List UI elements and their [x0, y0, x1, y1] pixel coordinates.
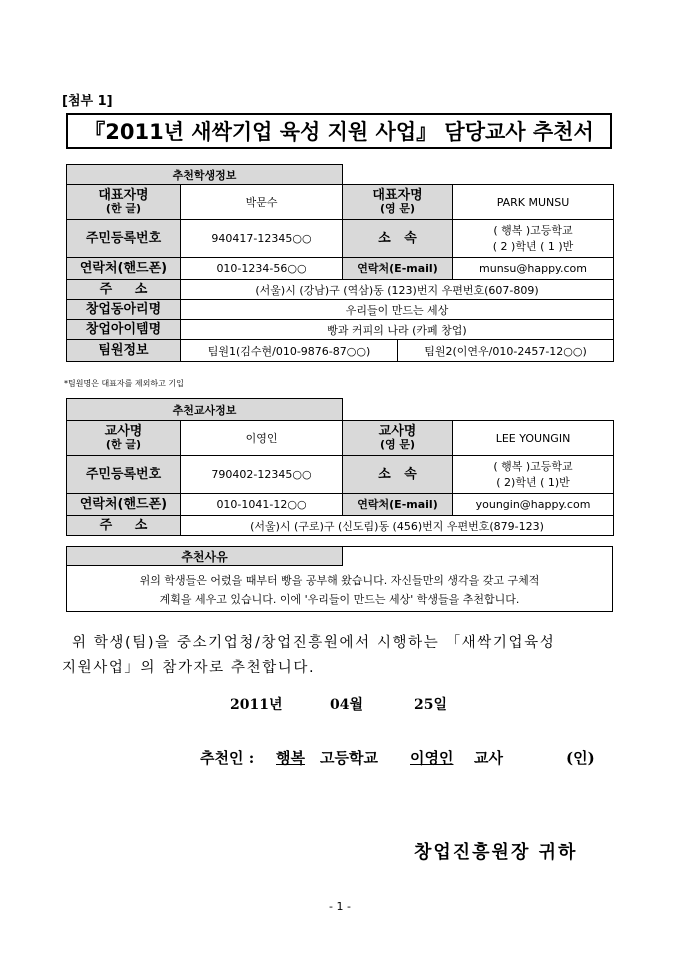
teacher-name-en-value: LEE YOUNGIN [453, 421, 614, 456]
date-month: 04월 [330, 697, 364, 713]
student-phone-label: 연락처(핸드폰) [67, 258, 181, 280]
recommender-prefix: 추천인 : [200, 749, 255, 767]
student-info-table [66, 164, 614, 362]
student-affiliation-label: 소 속 [343, 220, 453, 258]
teacher-id-value: 790402-12345○○ [181, 456, 343, 494]
student-email-value: munsu@happy.com [453, 258, 614, 280]
teacher-id-label: 주민등록번호 [67, 456, 181, 494]
student-affiliation-value: ( 행복 )고등학교 ( 2 )학년 ( 1 )반 [453, 220, 614, 258]
statement-line-1: 위 학생(팀)을 중소기업청/창업진흥원에서 시행하는 「새싹기업육성 [72, 635, 556, 651]
student-phone-value: 010-1234-56○○ [181, 258, 343, 280]
reason-line-2: 계획을 세우고 있습니다. 이에 '우리들이 만드는 세상' 학생들을 추천합니다. [159, 593, 520, 606]
recommendation-statement [62, 631, 618, 681]
recommender-seal: (인) [566, 749, 595, 767]
date-year: 2011년 [230, 697, 283, 713]
teacher-name-kr-value: 이영인 [181, 421, 343, 456]
date-day: 25일 [414, 697, 448, 713]
recommender-teacher-suffix: 교사 [474, 749, 503, 767]
teacher-affiliation-value: ( 행복 )고등학교 ( 2)학년 ( 1)반 [453, 456, 614, 494]
club-name-label: 창업동아리명 [67, 300, 181, 320]
team-info-value [181, 340, 614, 362]
recommender-teacher-name: 이영인 [410, 749, 454, 767]
reason-line-1: 위의 학생들은 어렸을 때부터 빵을 공부해 왔습니다. 자신들만의 생각을 갖고 구체적 [139, 574, 540, 587]
student-id-value: 940417-12345○○ [181, 220, 343, 258]
teacher-email-label: 연락처(E-mail) [343, 494, 453, 516]
business-item-label: 창업아이템명 [67, 320, 181, 340]
student-email-label: 연락처(E-mail) [343, 258, 453, 280]
teacher-phone-value: 010-1041-12○○ [181, 494, 343, 516]
recipient: 창업진흥원장 귀하 [414, 842, 578, 863]
teacher-info-table [66, 398, 614, 536]
teacher-address-label: 주 소 [67, 516, 181, 536]
teacher-name-kr-label: 교사명 (한 글) [67, 421, 181, 456]
reason-box [66, 546, 613, 612]
statement-line-2: 지원사업」의 참가자로 추천합니다. [62, 660, 316, 676]
teacher-email-value: youngin@happy.com [453, 494, 614, 516]
page-number: - 1 - [329, 900, 351, 913]
student-id-label: 주민등록번호 [67, 220, 181, 258]
teacher-affiliation-label: 소 속 [343, 456, 453, 494]
attachment-label: [첨부 1] [62, 94, 113, 109]
teacher-section-title: 추천교사정보 [67, 399, 343, 421]
rep-name-en-label: 대표자명 (영 문) [343, 185, 453, 220]
team-info-label: 팀원정보 [67, 340, 181, 362]
recommender-school-name: 행복 [276, 749, 305, 767]
teacher-phone-label: 연락처(핸드폰) [67, 494, 181, 516]
teacher-name-en-label: 교사명 (영 문) [343, 421, 453, 456]
teacher-address-value: (서울)시 (구로)구 (신도림)동 (456)번지 우편번호(879-123) [181, 516, 614, 536]
student-address-value: (서울)시 (강남)구 (역삼)동 (123)번지 우편번호(607-809) [181, 280, 614, 300]
document-title: 『2011년 새싹기업 육성 지원 사업』 담당교사 추천서 [66, 113, 612, 149]
business-item-value: 빵과 커피의 나라 (카페 창업) [181, 320, 614, 340]
rep-name-en-value: PARK MUNSU [453, 185, 614, 220]
rep-name-kr-value: 박문수 [181, 185, 343, 220]
team-member-2: 팀원2(이연우/010-2457-12○○) [424, 344, 587, 358]
club-name-value: 우리들이 만드는 세상 [181, 300, 614, 320]
student-address-label: 주 소 [67, 280, 181, 300]
team-note: *팀원명은 대표자를 제외하고 기입 [64, 379, 184, 388]
rep-name-kr-label: 대표자명 (한 글) [67, 185, 181, 220]
recommender-school-suffix: 고등학교 [320, 749, 378, 767]
team-member-1: 팀원1(김수현/010-9876-87○○) [181, 340, 398, 361]
student-section-title: 추천학생정보 [67, 165, 343, 185]
reason-text [67, 571, 612, 609]
reason-section-title: 추천사유 [67, 547, 343, 566]
